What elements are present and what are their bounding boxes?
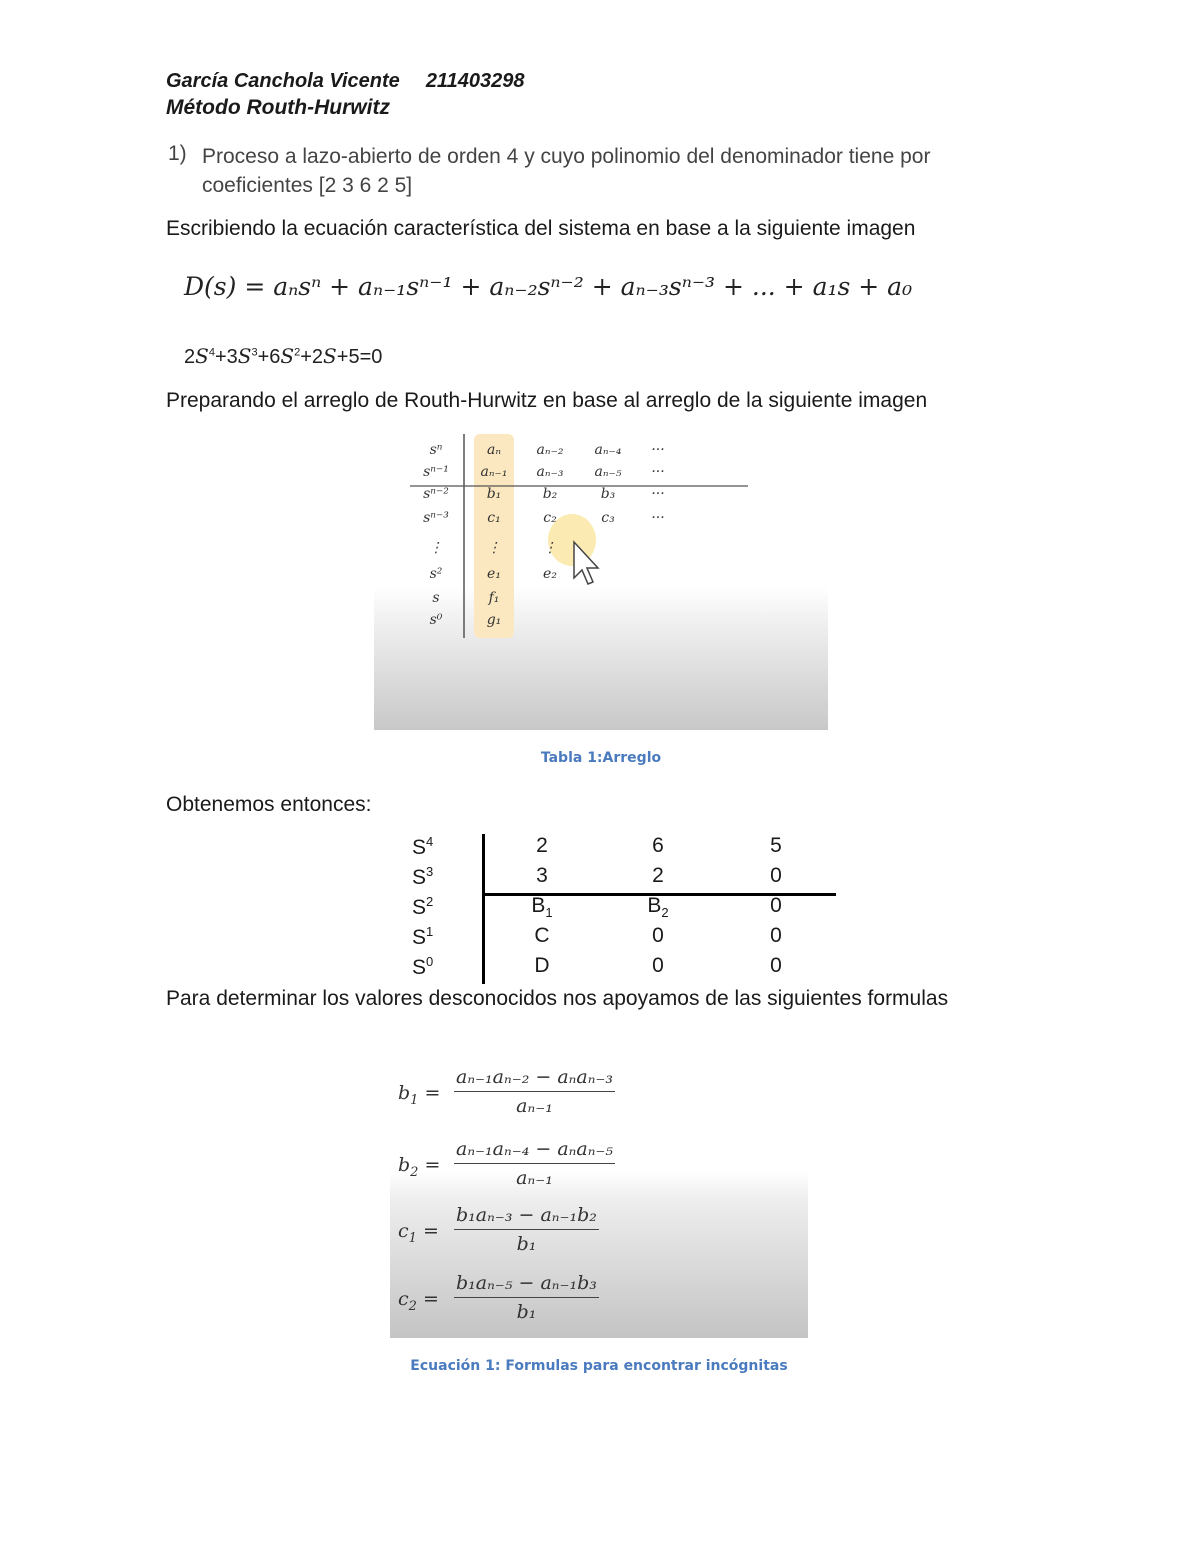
author-name: García Canchola Vicente [166,70,400,92]
cell-column-1 [514,864,570,890]
array-cell-rows: ⋮ [429,540,443,556]
caption-equation-1: Ecuación 1: Formulas para encontrar incógnitas [410,1358,788,1374]
cell-column-2 [630,954,686,980]
array-cell-rows: sⁿ⁻¹ [423,464,449,480]
cell-column-2 [630,864,686,890]
polynomial-operator: + [257,346,270,368]
question-text: Proceso a lazo-abierto de orden 4 y cuyo polinomio del denominador tiene por coeficientes [2 3 6 2 5] [202,145,931,197]
array-cell-col1: f₁ [488,590,500,606]
polynomial-coefficient: 2 [311,346,324,368]
question-number: 1) [168,142,187,165]
general-equation-text: D(s) = aₙsⁿ + aₙ₋₁sⁿ⁻¹ + aₙ₋₂sⁿ⁻² + aₙ₋₃sⁿ⁻³ + ... + a₁s + a₀ [184,272,913,301]
formula-fraction [454,1272,599,1323]
array-cell-col2: c₂ [543,510,557,526]
cell-column-3: 0 [770,894,782,917]
array-cell-rows: s⁰ [429,612,443,628]
array-cell-col1: g₁ [486,612,502,628]
array-cell-col2: b₂ [542,486,558,502]
cell-column-2 [630,834,686,860]
characteristic-polynomial [184,344,382,369]
cell-value: 2 [536,834,548,857]
array-cell-col1: aₙ₋₁ [480,464,508,480]
cell-value: 0 [652,924,664,947]
cell-value: D [534,954,550,977]
cell-value: 3 [536,864,548,887]
formula-denominator: aₙ₋₁ [516,1095,553,1117]
row-label-exponent: 2 [426,894,434,909]
cell-column-3: 0 [770,864,782,887]
formulas-image [390,1060,808,1338]
array-cell-rows: sⁿ [429,442,443,458]
row-label-var: S [412,896,427,919]
polynomial-operator: + [300,346,312,368]
array-cell-col1: e₁ [487,566,501,582]
paragraph-formulas: Para determinar los valores desconocidos nos apoyamos de las siguientes formulas [166,987,949,1010]
polynomial-operator: + [214,346,227,368]
routh-table-row [404,834,854,864]
formula-denominator: aₙ₋₁ [516,1167,553,1189]
cell-column-1 [514,894,570,920]
routh-table-row [404,924,854,954]
array-cell-col4: ··· [651,486,665,502]
formula-lhs-sub: 1 [408,1230,417,1246]
array-cell-rows: sⁿ⁻³ [423,510,449,526]
polynomial-coefficient: 6 [269,346,281,368]
formula-numerator: aₙ₋₁aₙ₋₄ − aₙaₙ₋₅ [454,1138,615,1164]
array-cell-col3: aₙ₋₄ [594,442,622,458]
cell-subscript: 1 [545,905,553,921]
polynomial-variable: S [237,344,252,368]
array-cell-col1: b₁ [486,486,502,502]
document-title: Método Routh-Hurwitz [166,96,390,119]
array-cell-col1: ⋮ [487,540,501,556]
formula-numerator: aₙ₋₁aₙ₋₂ − aₙaₙ₋₃ [454,1066,615,1092]
cell-value: B [647,894,662,917]
polynomial-term [312,346,349,368]
polynomial-variable: S [195,344,209,368]
routh-array-image [374,432,828,730]
cell-value: B [531,894,546,917]
formula-denominator: b₁ [516,1233,537,1255]
array-cell-col4: ··· [651,464,665,480]
array-cell-col1: c₁ [487,510,501,526]
row-label [412,864,452,890]
array-cell-col3: c₃ [601,510,615,526]
formula-lhs-sub: 1 [410,1092,419,1108]
polynomial-coefficient: 2 [184,346,196,368]
paragraph-characteristic-equation: Escribiendo la ecuación característica del sistema en base a la siguiente imagen [166,217,916,240]
polynomial-term [269,346,312,368]
formula-numerator: b₁aₙ₋₅ − aₙ₋₁b₃ [454,1272,599,1298]
polynomial-term [184,346,227,368]
polynomial-variable: S [323,344,337,368]
paragraph-obtain: Obtenemos entonces: [166,793,372,816]
row-label-exponent: 4 [426,834,434,849]
formula-lhs: $c_1$ = [398,1220,439,1246]
formula-lhs: $c_2$ = [398,1288,439,1314]
cell-column-3: 0 [770,954,782,977]
array-cell-rows: s [432,590,440,606]
array-cell-col4: ··· [651,442,665,458]
caption-table-1: Tabla 1:Arreglo [540,750,662,766]
formula-lhs: $b_2$ = [398,1154,441,1180]
row-label-exponent: 0 [426,954,434,969]
cell-value: 6 [652,834,664,857]
cell-subscript: 2 [661,905,669,921]
formula-lhs-var: c [398,1220,409,1242]
polynomial-exponent: 4 [208,346,215,359]
polynomial-term [348,346,382,368]
routh-table-row [404,894,854,924]
array-cell-col2: e₂ [543,566,557,582]
formula-numerator: b₁aₙ₋₃ − aₙ₋₁b₂ [454,1204,599,1230]
row-label-var: S [412,866,427,889]
formula-lhs-var: c [398,1288,409,1310]
array-cell-col1: aₙ [486,442,502,458]
polynomial-operator: + [336,346,349,368]
cell-column-3: 0 [770,924,782,947]
row-label [412,924,452,950]
polynomial-operator: =0 [359,346,383,368]
row-label [412,894,452,920]
formula-lhs-var: b [398,1154,411,1176]
polynomial-exponent: 3 [251,346,258,359]
row-label [412,834,452,860]
row-label-var: S [412,956,427,979]
array-cell-col4: ··· [651,510,665,526]
row-label-exponent: 3 [426,864,434,879]
general-equation [184,272,912,301]
routh-table [404,834,854,984]
cell-column-1 [514,834,570,860]
polynomial-variable: S [280,344,295,368]
polynomial-coefficient: 3 [226,346,238,368]
cell-value: 0 [652,954,664,977]
cell-column-2 [630,924,686,950]
formula-fraction [454,1204,599,1255]
student-id: 211403298 [425,70,525,92]
cell-column-2 [630,894,686,920]
row-label-var: S [412,926,427,949]
formula-lhs-sub: 2 [408,1298,417,1314]
routh-table-row [404,954,854,984]
cell-value: C [534,924,550,947]
paragraph-routh-array: Preparando el arreglo de Routh-Hurwitz en base al arreglo de la siguiente imagen [166,389,928,412]
routh-table-row [404,864,854,894]
array-cell-col3: b₃ [600,486,616,502]
formula-fraction [454,1066,615,1117]
array-cell-col2: aₙ₋₂ [536,442,564,458]
formula-denominator: b₁ [516,1301,537,1323]
array-cell-rows: s² [429,566,443,582]
formula-fraction [454,1138,615,1189]
formula-lhs-sub: 2 [410,1164,419,1180]
array-cell-col2: aₙ₋₃ [536,464,564,480]
array-cell-col2: ⋮ [543,540,557,556]
array-cell-rows: sⁿ⁻² [423,486,449,502]
row-label-var: S [412,836,427,859]
array-cell-col3: aₙ₋₅ [594,464,622,480]
cell-column-3: 5 [770,834,782,857]
formula-lhs-var: b [398,1082,411,1104]
polynomial-coefficient: 5 [348,346,360,368]
cell-column-1 [514,954,570,980]
polynomial-term [227,346,270,368]
row-label [412,954,452,980]
polynomial-exponent: 2 [294,346,301,359]
cell-column-1 [514,924,570,950]
formula-lhs: $b_1$ = [398,1082,441,1108]
cell-value: 2 [652,864,664,887]
author-line [166,70,524,93]
routh-array-figure [374,432,828,730]
row-label-exponent: 1 [426,924,434,939]
